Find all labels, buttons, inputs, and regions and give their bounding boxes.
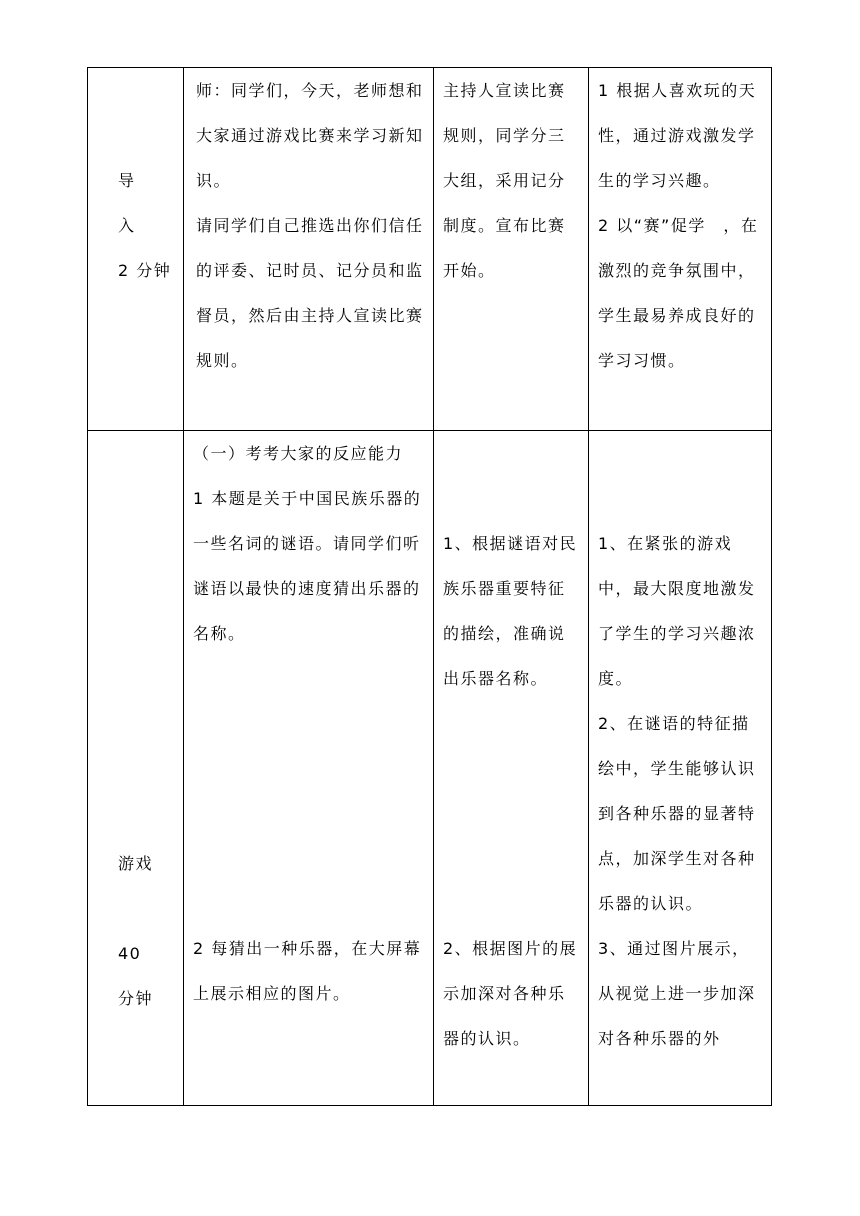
- design-intent-text: 1、在紧张的游戏中，最大限度地激发了学生的学习兴趣浓度。: [598, 534, 756, 688]
- teacher-activity-text: 1 本题是关于中国民族乐器的一些名词的谜语。请同学们听谜语以最快的速度猜出乐器的名称。: [193, 489, 422, 643]
- stage-label-line: 游戏: [118, 854, 154, 873]
- design-intent-text: 2 以“赛”促学 ，在激烈的竞争氛围中，学生最易养成良好的学习习惯。: [598, 216, 759, 370]
- table-row-game: [88, 431, 772, 1106]
- lesson-plan-table: [87, 67, 772, 1106]
- teacher-activity-text: 2 每猜出一种乐器，在大屏幕上展示相应的图片。: [193, 939, 422, 1003]
- student-activity-cell: [434, 68, 589, 431]
- student-activity-text: 2、根据图片的展示加深对各种乐器的认识。: [443, 939, 578, 1048]
- design-intent-text: 1 根据人喜欢玩的天性，通过游戏激发学生的学习兴趣。: [598, 81, 757, 190]
- teacher-activity-cell: [184, 68, 434, 431]
- stage-duration-number: 40: [118, 944, 142, 963]
- table-row-intro: [88, 68, 772, 431]
- stage-duration: 2 分钟: [118, 261, 172, 280]
- student-activity-cell: [434, 431, 589, 1106]
- teacher-activity-cell: [184, 431, 434, 1106]
- teacher-activity-text: （一）考考大家的反应能力: [193, 444, 404, 463]
- stage-cell-intro: [88, 68, 184, 431]
- teacher-activity-text: 师：同学们，今天，老师想和大家通过游戏比赛来学习新知识。: [196, 81, 424, 190]
- design-intent-cell: [589, 431, 772, 1106]
- teacher-activity-text: 请同学们自己推选出你们信任的评委、记时员、记分员和监督员，然后由主持人宣读比赛规则。: [196, 216, 424, 370]
- student-activity-text: 主持人宣读比赛规则，同学分三大组，采用记分制度。宣布比赛开始。: [443, 81, 566, 280]
- design-intent-text: 2、在谜语的特征描绘中，学生能够认识到各种乐器的显著特点，加深学生对各种乐器的认识。: [598, 714, 756, 913]
- design-intent-text: 3、通过图片展示，从视觉上进一步加深对各种乐器的外: [598, 939, 756, 1048]
- stage-label-line: 导: [118, 171, 136, 190]
- design-intent-cell: [589, 68, 772, 431]
- student-activity-text: 1、根据谜语对民族乐器重要特征的描绘，准确说出乐器名称。: [443, 534, 578, 688]
- stage-cell-game: [88, 431, 184, 1106]
- stage-duration-unit: 分钟: [118, 989, 154, 1008]
- stage-label-line: 入: [118, 216, 136, 235]
